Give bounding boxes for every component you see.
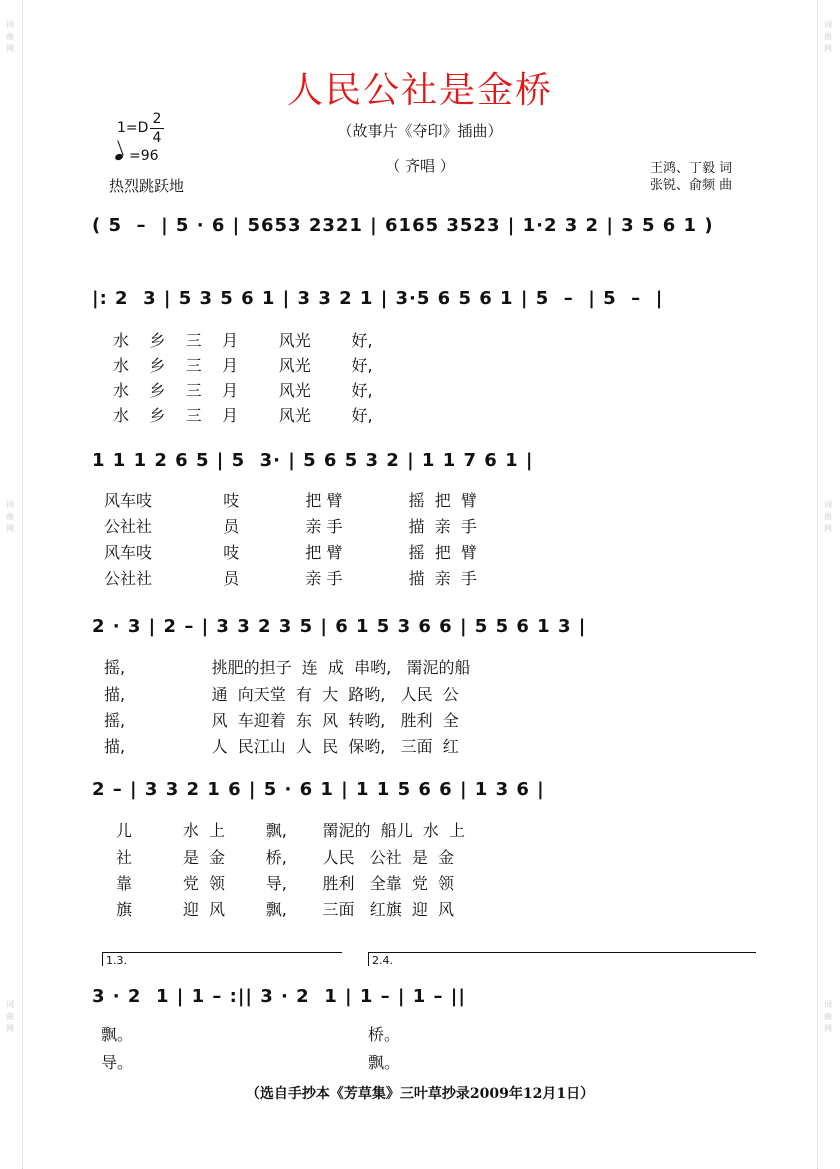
- staff-line-5: 2 – | 3 3 2 1 6 | 5 · 6 1 | 1 1 5 6 6 | 1 3 6 |: [92, 779, 545, 800]
- performance-style: （ 齐唱 ）: [385, 157, 455, 175]
- lyric-row: 社 是 金 桥, 人民 公社 是 金: [116, 848, 455, 867]
- lyric-row: 旗 迎 风 飘, 三面 红旗 迎 风: [116, 900, 455, 919]
- watermark-char: 词: [6, 1000, 14, 1009]
- watermark-char: 网: [824, 1024, 832, 1033]
- lyric-row: 水 乡 三 月 风光 好,: [113, 381, 373, 400]
- quarter-note-icon: [114, 153, 124, 161]
- watermark-char: 曲: [824, 1012, 832, 1021]
- watermark-char: 曲: [6, 32, 14, 41]
- lyric-row: 靠 党 领 导, 胜利 全靠 党 领: [116, 874, 455, 893]
- lyric-row: 描, 人 民江山 人 民 保哟, 三面 红: [104, 737, 459, 756]
- watermark-char: 词: [6, 500, 14, 509]
- time-signature: [150, 110, 164, 147]
- ending-1-lyric: 飘。: [101, 1025, 134, 1044]
- watermark-char: 网: [6, 44, 14, 53]
- watermark-char: 网: [824, 44, 832, 53]
- lyric-row: 风车吱 吱 把 臂 摇 把 臂: [104, 491, 477, 510]
- lyric-row: 公社社 员 亲 手 描 亲 手: [104, 517, 477, 536]
- lyric-row: 描, 通 向天堂 有 大 路哟, 人民 公: [104, 685, 459, 704]
- lyric-row: 摇, 风 车迎着 东 风 转哟, 胜利 全: [104, 711, 459, 730]
- ending-1-lyric: 导。: [101, 1053, 134, 1072]
- lyric-row: 风车吱 吱 把 臂 摇 把 臂: [104, 543, 477, 562]
- watermark-char: 曲: [6, 512, 14, 521]
- lyric-row: 儿 水 上 飘, 罱泥的 船儿 水 上: [116, 821, 465, 840]
- time-signature-bottom: 4: [150, 128, 164, 147]
- lyric-row: 水 乡 三 月 风光 好,: [113, 356, 373, 375]
- watermark-char: 曲: [824, 512, 832, 521]
- lyric-row: 水 乡 三 月 风光 好,: [113, 331, 373, 350]
- key-signature: 1=D: [117, 120, 149, 136]
- tempo-marking: [115, 148, 159, 164]
- staff-line-1: ( 5 – | 5 · 6 | 5653 2321 | 6165 3523 | 1·2 3 2 | 3 5 6 1 ): [92, 215, 714, 236]
- lyricist: 王鸿、丁毅 词: [650, 161, 733, 176]
- watermark-char: 词: [6, 20, 14, 29]
- ending-2-lyric: 飘。: [368, 1053, 401, 1072]
- watermark-char: 网: [6, 524, 14, 533]
- watermark-char: 网: [6, 1024, 14, 1033]
- staff-line-4: 2 · 3 | 2 – | 3 3 2 3 5 | 6 1 5 3 6 6 | 5 5 6 1 3 |: [92, 616, 587, 637]
- watermark-char: 词: [824, 1000, 832, 1009]
- lyric-row: 水 乡 三 月 风光 好,: [113, 406, 373, 425]
- staff-line-3: 1 1 1 2 6 5 | 5 3· | 5 6 5 3 2 | 1 1 7 6 1 |: [92, 450, 534, 471]
- ending-bracket-1: 1.3.: [102, 952, 342, 966]
- source-note: （选自手抄本《芳草集》三叶草抄录2009年12月1日）: [245, 1086, 595, 1102]
- song-subtitle: （故事片《夺印》插曲）: [337, 122, 503, 140]
- staff-line-6: 3 · 2 1 | 1 – :|| 3 · 2 1 | 1 – | 1 – ||: [92, 986, 466, 1007]
- lyric-row: 摇, 挑肥的担子 连 成 串哟, 罱泥的船: [104, 658, 471, 677]
- ending-bracket-2: 2.4.: [368, 952, 756, 966]
- lyric-row: 公社社 员 亲 手 描 亲 手: [104, 569, 477, 588]
- song-title: 人民公社是金桥: [286, 70, 553, 111]
- watermark-char: 曲: [6, 1012, 14, 1021]
- watermark-char: 网: [824, 524, 832, 533]
- tempo-value: =96: [129, 148, 159, 164]
- watermark-char: 曲: [824, 32, 832, 41]
- staff-line-2: |: 2 3 | 5 3 5 6 1 | 3 3 2 1 | 3·5 6 5 6 1 | 5 – | 5 – |: [92, 288, 664, 309]
- time-signature-top: 2: [152, 111, 162, 127]
- ending-2-lyric: 桥。: [368, 1025, 401, 1044]
- expression-marking: 热烈跳跃地: [109, 177, 185, 195]
- watermark-char: 词: [824, 500, 832, 509]
- composer: 张锐、俞频 曲: [650, 178, 733, 193]
- watermark-char: 词: [824, 20, 832, 29]
- credits: [650, 160, 732, 194]
